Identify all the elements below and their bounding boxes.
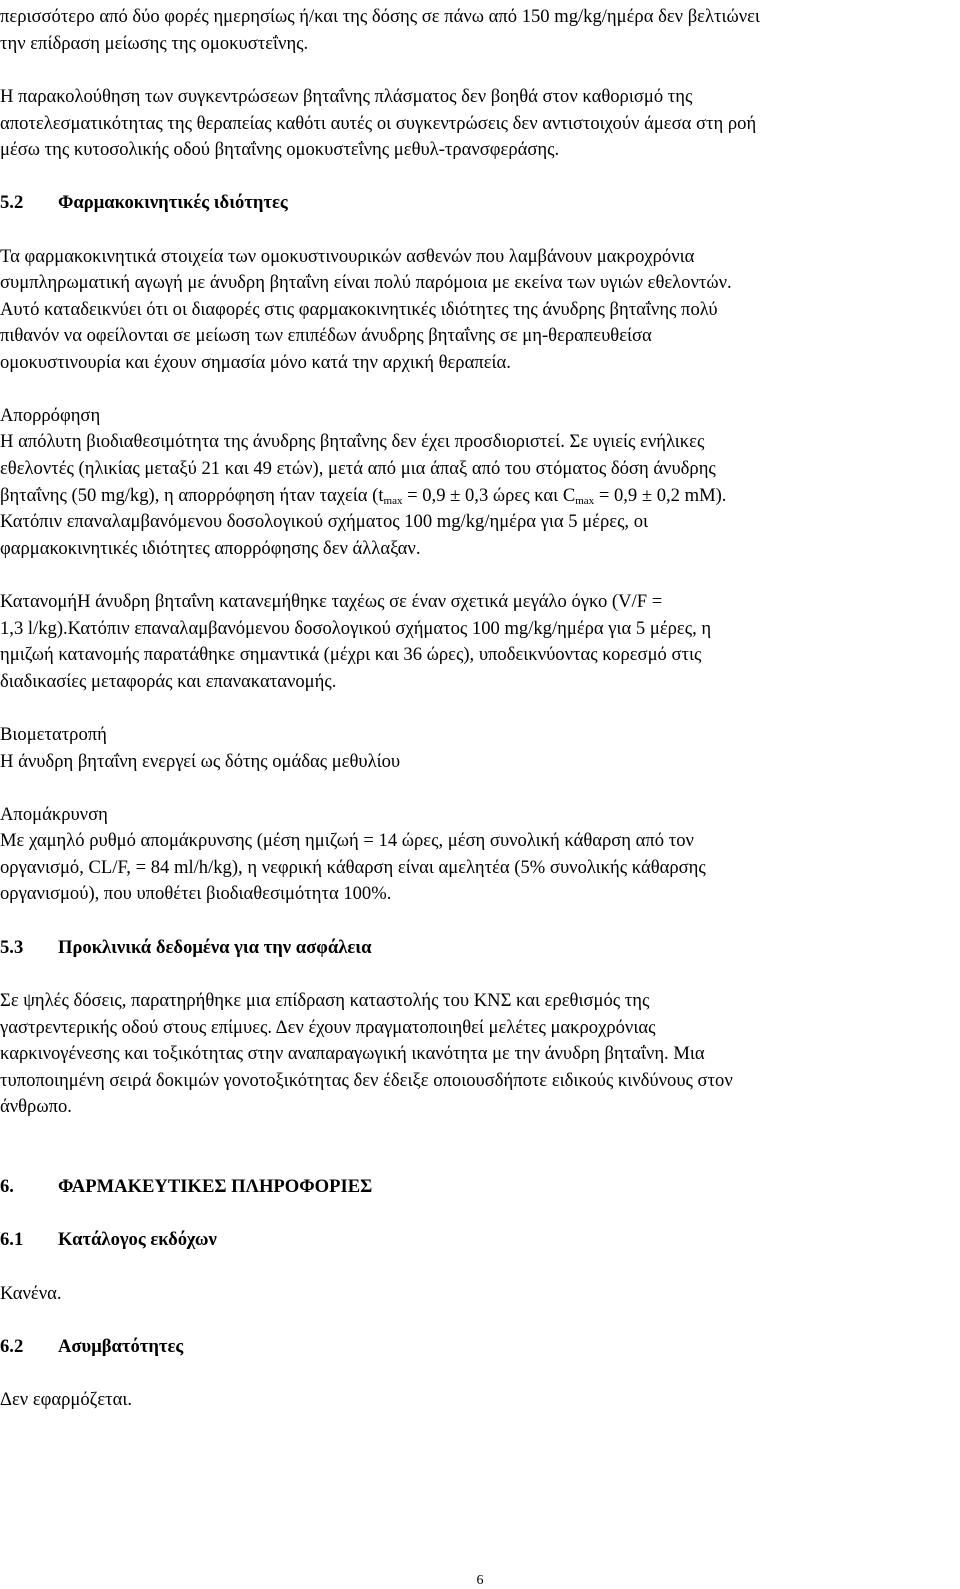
- section-number: 5.3: [0, 937, 24, 958]
- paragraph-line: Σε ψηλές δόσεις, παρατηρήθηκε μια επίδραση καταστολής του ΚΝΣ και ερεθισμός της: [0, 990, 650, 1011]
- paragraph-line: οργανισμού), που υποθέτει βιοδιαθεσιμότητα 100%.: [0, 883, 392, 904]
- paragraph-line: Η παρακολούθηση των συγκεντρώσεων βηταΐνης πλάσματος δεν βοηθά στον καθορισμό της: [0, 86, 693, 107]
- paragraph-line: άνθρωπο.: [0, 1096, 72, 1117]
- subscript: max: [575, 495, 595, 507]
- section-heading-5-3: [0, 935, 945, 961]
- paragraph-line: Δεν εφαρμόζεται.: [0, 1389, 133, 1410]
- paragraph-line: αποτελεσματικότητας της θεραπείας καθότι αυτές οι συγκεντρώσεις δεν αντιστοιχούν άμεσα στη ροή: [0, 113, 757, 134]
- paragraph-line: οργανισμό, CL/F, = 84 ml/h/kg), η νεφρική κάθαρση είναι αμελητέα (5% συνολικής κάθαρσης: [0, 857, 706, 878]
- subheading-elimination: Απομάκρυνση: [0, 804, 108, 825]
- paragraph-line: Τα φαρμακοκινητικά στοιχεία των ομοκυστινουρικών ασθενών που λαμβάνουν μακροχρόνια: [0, 246, 695, 267]
- paragraph-line: Αυτό καταδεικνύει ότι οι διαφορές στις φαρμακοκινητικές ιδιότητες της άνυδρης βηταΐνης πολύ: [0, 299, 718, 320]
- section-number: 6.: [0, 1176, 14, 1197]
- section-title: Προκλινικά δεδομένα για την ασφάλεια: [58, 937, 372, 958]
- section-heading-6-2: [0, 1334, 945, 1360]
- paragraph-line: διαδικασίες μεταφοράς και επανακατανομής.: [0, 671, 337, 692]
- paragraph-line: ομοκυστινουρία και έχουν σημασία μόνο κατά την αρχική θεραπεία.: [0, 352, 511, 373]
- paragraph-line: τυποποιημένη σειρά δοκιμών γονοτοξικότητας δεν έδειξε οποιουσδήποτε ειδικούς κινδύνους στον: [0, 1070, 733, 1091]
- paragraph-line: Η άνυδρη βηταΐνη ενεργεί ως δότης ομάδας μεθυλίου: [0, 751, 401, 772]
- section-number: 6.1: [0, 1229, 24, 1250]
- paragraph-line: περισσότερο από δύο φορές ημερησίως ή/και της δόσης σε πάνω από 150 mg/kg/ημέρα δεν βελτιώνει: [0, 6, 760, 27]
- paragraph-line: συμπληρωματική αγωγή με άνυδρη βηταΐνη είναι πολύ παρόμοια με εκείνα των υγιών εθελοντών.: [0, 272, 732, 293]
- section-heading-6-1: [0, 1227, 945, 1253]
- paragraph-line: ημιζωή κατανομής παρατάθηκε σημαντικά (μέχρι και 36 ώρες), υποδεικνύοντας κορεσμό στις: [0, 644, 702, 665]
- page-number: 6: [476, 1573, 484, 1588]
- paragraph-line: Κατόπιν επαναλαμβανόμενου δοσολογικού σχήματος 100 mg/kg/ημέρα για 5 μέρες, οι: [0, 511, 649, 532]
- subscript: max: [383, 495, 403, 507]
- paragraph-line: Με χαμηλό ρυθμό απομάκρυνσης (μέση ημιζωή = 14 ώρες, μέση συνολική κάθαρση από τον: [0, 830, 694, 851]
- subheading-absorption: Απορρόφηση: [0, 405, 101, 426]
- paragraph-line: φαρμακοκινητικές ιδιότητες απορρόφησης δεν άλλαξαν.: [0, 538, 421, 559]
- section-heading-5-2: [0, 190, 945, 216]
- text-run: βηταΐνης (50 mg/kg), η απορρόφηση ήταν ταχεία (t: [0, 485, 384, 506]
- paragraph-line: Η απόλυτη βιοδιαθεσιμότητα της άνυδρης βηταΐνης δεν έχει προσδιοριστεί. Σε υγιείς ενήλικες: [0, 431, 705, 452]
- paragraph-line: την επίδραση μείωσης της ομοκυστεΐνης.: [0, 33, 309, 54]
- subheading-biotransformation: Βιομετατροπή: [0, 724, 107, 745]
- section-heading-6: [0, 1174, 945, 1200]
- section-number: 6.2: [0, 1336, 24, 1357]
- paragraph-line: ΚατανομήΗ άνυδρη βηταΐνη κατανεμήθηκε ταχέως σε έναν σχετικά μεγάλο όγκο (V/F =: [0, 591, 663, 612]
- paragraph-line: καρκινογένεσης και τοξικότητας στην αναπαραγωγική ικανότητα με την άνυδρη βηταΐνη. Μια: [0, 1043, 705, 1064]
- section-title: Φαρμακοκινητικές ιδιότητες: [58, 192, 288, 213]
- paragraph-line: εθελοντές (ηλικίας μεταξύ 21 και 49 ετών), μετά από μια άπαξ από του στόματος δόση άνυδρης: [0, 458, 716, 479]
- paragraph-line: 1,3 l/kg).Κατόπιν επαναλαμβανόμενου δοσολογικού σχήματος 100 mg/kg/ημέρα για 5 μέρες, η: [0, 618, 712, 639]
- section-number: 5.2: [0, 192, 24, 213]
- section-title: Κατάλογος εκδόχων: [58, 1229, 217, 1250]
- paragraph-line: [0, 483, 945, 509]
- paragraph-line: μέσω της κυτοσολικής οδού βηταΐνης ομοκυστεΐνης μεθυλ-τρανσφεράσης.: [0, 139, 560, 160]
- section-title: Ασυμβατότητες: [58, 1336, 184, 1357]
- paragraph-line: Κανένα.: [0, 1283, 62, 1304]
- paragraph-line: γαστρεντερικής οδού στους επίμυες. Δεν έχουν πραγματοποιηθεί μελέτες μακροχρόνιας: [0, 1017, 656, 1038]
- text-run: = 0,9 ± 0,3 ώρες και C: [402, 485, 576, 506]
- section-title: ΦΑΡΜΑΚΕΥΤΙΚΕΣ ΠΛΗΡΟΦΟΡΙΕΣ: [58, 1176, 373, 1197]
- text-run: = 0,9 ± 0,2 mM).: [594, 485, 727, 506]
- paragraph-line: πιθανόν να οφείλονται σε μείωση των επιπέδων άνυδρης βηταΐνης σε μη-θεραπευθείσα: [0, 325, 652, 346]
